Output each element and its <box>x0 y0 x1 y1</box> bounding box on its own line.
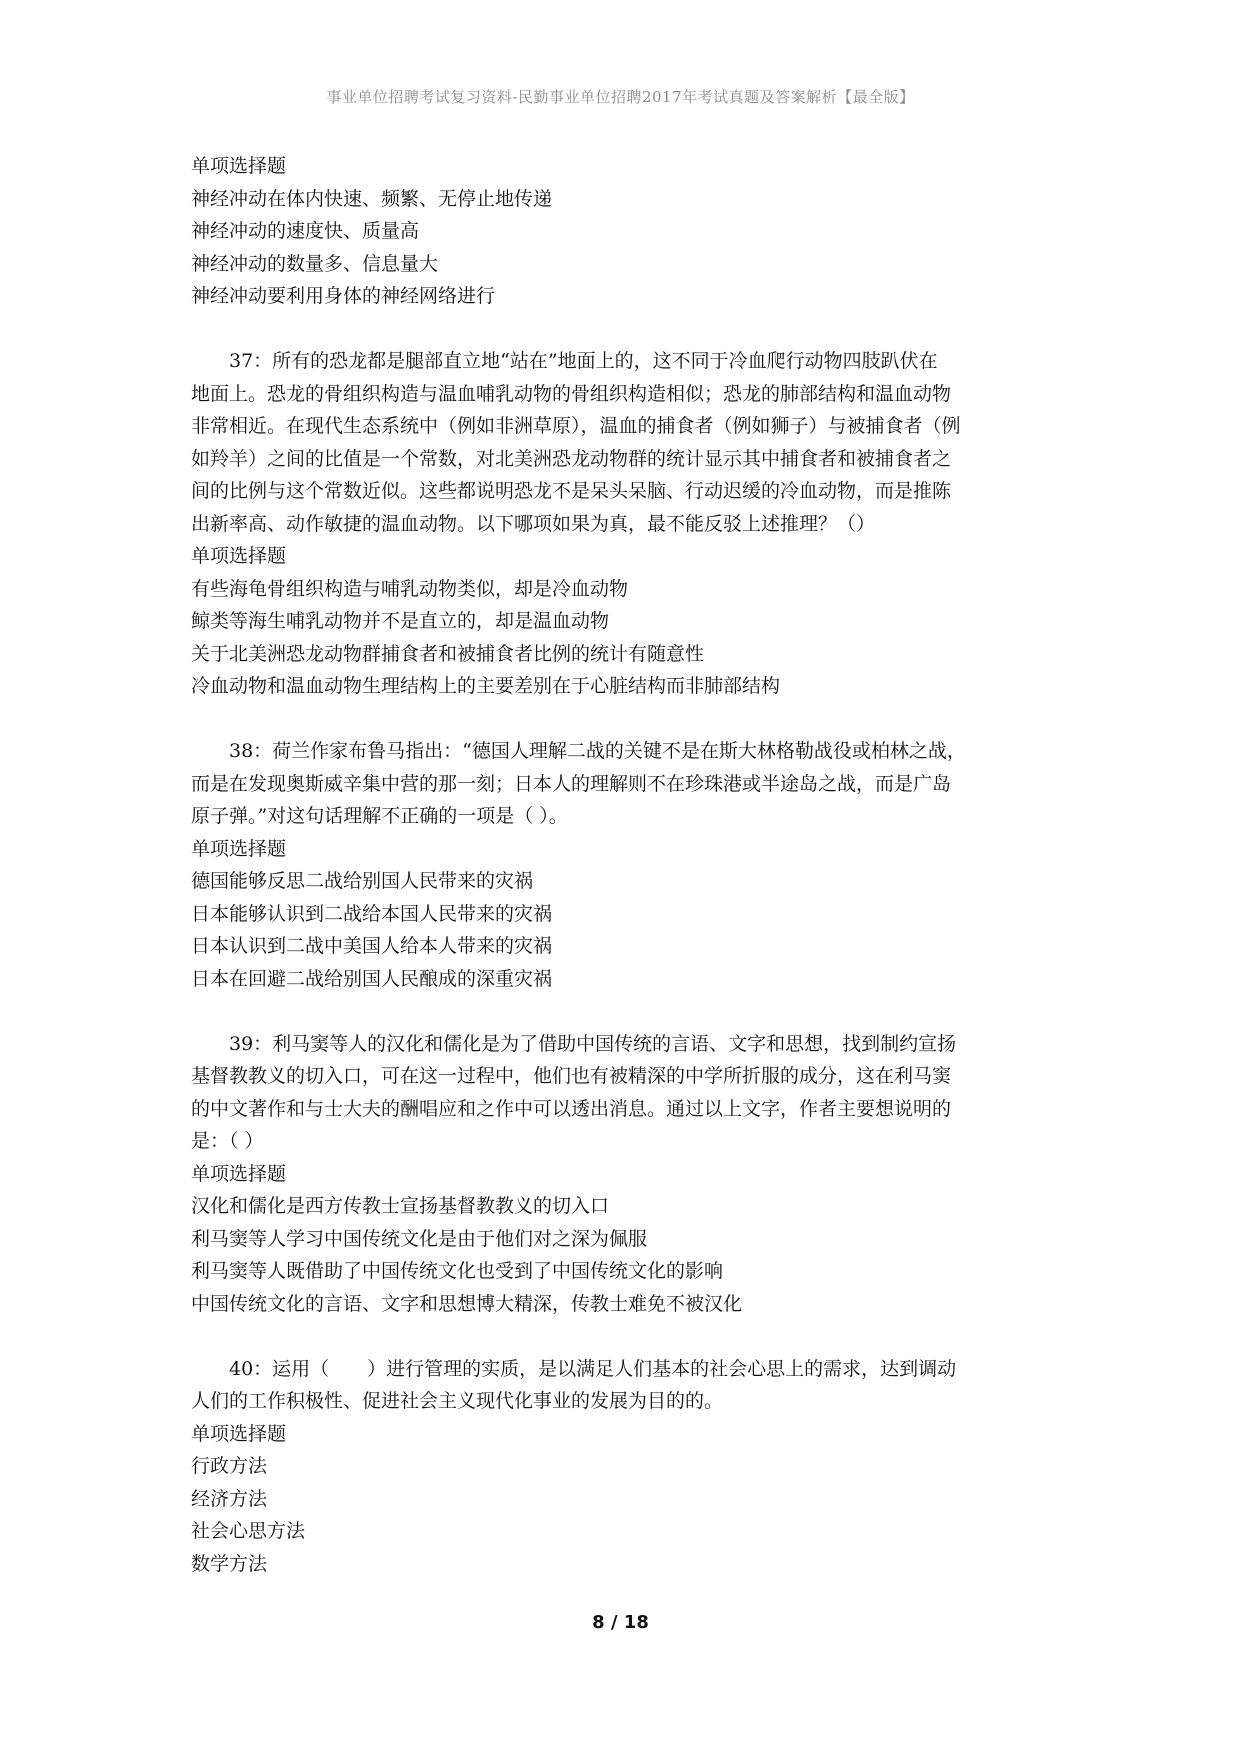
question-36-continuation <box>191 150 1053 313</box>
question-stem-line: 的中文著作和与士大夫的酬唱应和之作中可以透出消息。通过以上文字，作者主要想说明的 <box>191 1097 952 1120</box>
option: 中国传统文化的言语、文字和思想博大精深，传教士难免不被汉化 <box>191 1292 743 1315</box>
question-stem-line: 是：（ ） <box>191 1130 264 1152</box>
question-stem-line: 38：荷兰作家布鲁马指出：“德国人理解二战的关键不是在斯大林格勒战役或柏林之战， <box>229 740 966 762</box>
question-type: 单项选择题 <box>191 155 287 177</box>
question-stem-line: 而是在发现奥斯威辛集中营的那一刻；日本人的理解则不在珍珠港或半途岛之战，而是广岛 <box>191 772 952 795</box>
question-stem-line: 39：利马窦等人的汉化和儒化是为了借助中国传统的言语、文字和思想，找到制约宣扬 <box>229 1032 957 1055</box>
option: 关于北美洲恐龙动物群捕食者和被捕食者比例的统计有随意性 <box>191 642 705 665</box>
option: 利马窦等人学习中国传统文化是由于他们对之深为佩服 <box>191 1227 648 1250</box>
page-number: 8 / 18 <box>592 1612 649 1633</box>
document-body <box>191 150 1053 1580</box>
question-37 <box>191 345 1053 703</box>
question-stem-line: 40：运用（ ）进行管理的实质，是以满足人们基本的社会心思上的需求，达到调动 <box>229 1357 957 1380</box>
question-type: 单项选择题 <box>191 1162 287 1185</box>
option: 社会心思方法 <box>191 1520 306 1542</box>
question-stem-line: 地面上。恐龙的骨组织构造与温血哺乳动物的骨组织构造相似；恐龙的肺部结构和温血动物 <box>191 382 952 405</box>
option: 神经冲动的数量多、信息量大 <box>191 252 439 275</box>
option: 神经冲动要利用身体的神经网络进行 <box>191 285 496 307</box>
question-39 <box>191 1028 1053 1321</box>
question-stem-line: 如羚羊）之间的比值是一个常数，对北美洲恐龙动物群的统计显示其中捕食者和被捕食者之 <box>191 447 952 470</box>
option: 数学方法 <box>191 1552 268 1575</box>
question-stem-line: 基督教教义的切入口，可在这一过程中，他们也有被精深的中学所折服的成分，这在利马窦 <box>191 1065 952 1087</box>
option: 日本认识到二战中美国人给本人带来的灾祸 <box>191 935 553 957</box>
option: 鲸类等海生哺乳动物并不是直立的，却是温血动物 <box>191 610 610 632</box>
option: 日本能够认识到二战给本国人民带来的灾祸 <box>191 902 553 925</box>
question-stem-line: 37：所有的恐龙都是腿部直立地“站在”地面上的，这不同于冷血爬行动物四肢趴伏在 <box>229 350 938 372</box>
question-40 <box>191 1353 1053 1581</box>
question-stem-line: 出新率高、动作敏捷的温血动物。以下哪项如果为真，最不能反驳上述推理？（） <box>191 512 876 535</box>
question-type: 单项选择题 <box>191 837 287 860</box>
question-type: 单项选择题 <box>191 545 287 567</box>
option: 日本在回避二战给别国人民酿成的深重灾祸 <box>191 967 553 990</box>
option: 经济方法 <box>191 1487 268 1510</box>
page-header: 事业单位招聘考试复习资料-民勤事业单位招聘2017年考试真题及答案解析【最全版】 <box>326 88 915 106</box>
question-stem-line: 原子弹。”对这句话理解不正确的一项是（ ）。 <box>191 805 568 827</box>
option: 有些海龟骨组织构造与哺乳动物类似，却是冷血动物 <box>191 577 629 600</box>
option: 德国能够反思二战给别国人民带来的灾祸 <box>191 870 534 892</box>
question-stem-line: 间的比例与这个常数近似。这些都说明恐龙不是呆头呆脑、行动迟缓的冷血动物，而是推陈 <box>191 480 952 502</box>
question-type: 单项选择题 <box>191 1422 287 1445</box>
option: 冷血动物和温血动物生理结构上的主要差别在于心脏结构而非肺部结构 <box>191 675 781 697</box>
question-38 <box>191 735 1053 995</box>
option: 神经冲动的速度快、质量高 <box>191 220 420 242</box>
option: 利马窦等人既借助了中国传统文化也受到了中国传统文化的影响 <box>191 1260 724 1282</box>
option: 行政方法 <box>191 1455 268 1477</box>
question-stem-line: 人们的工作积极性、促进社会主义现代化事业的发展为目的的。 <box>191 1390 724 1412</box>
option: 汉化和儒化是西方传教士宣扬基督教教义的切入口 <box>191 1195 610 1217</box>
question-stem-line: 非常相近。在现代生态系统中（例如非洲草原），温血的捕食者（例如狮子）与被捕食者（例 <box>191 415 961 437</box>
option: 神经冲动在体内快速、频繁、无停止地传递 <box>191 187 553 210</box>
